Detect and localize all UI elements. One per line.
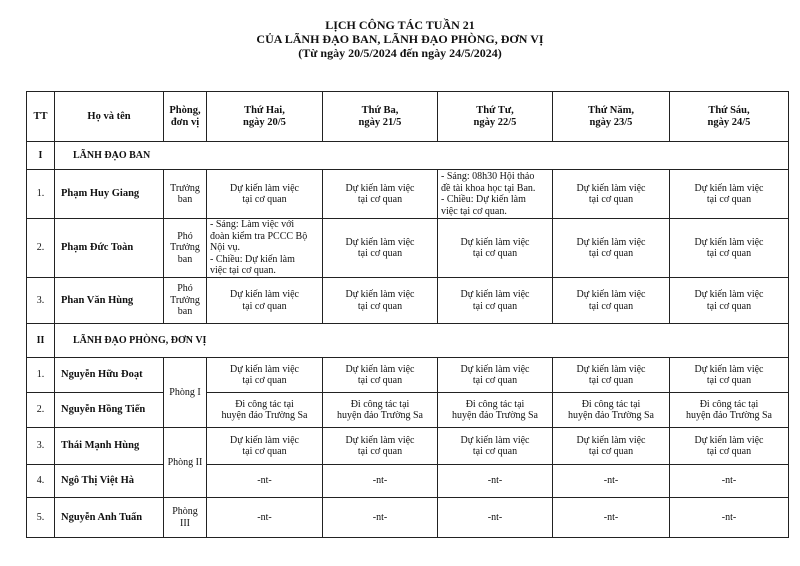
table-row <box>27 428 789 465</box>
schedule-line: -nt- <box>603 511 619 523</box>
header-tt: TT <box>27 92 55 142</box>
person-name: Phạm Huy Giang <box>55 170 164 219</box>
schedule-line: tại cơ quan <box>706 194 752 205</box>
schedule-cell <box>553 278 670 324</box>
schedule-line: tại cơ quan <box>472 248 518 259</box>
header-day-line-2: ngày 24/5 <box>707 116 751 128</box>
person-name: Thái Mạnh Hùng <box>55 428 164 465</box>
schedule-line: - Sáng: Làm việc với <box>210 219 295 231</box>
schedule-line: -nt- <box>721 475 737 487</box>
table-row <box>27 170 789 219</box>
row-number: 4. <box>27 465 55 498</box>
schedule-cell <box>438 428 553 465</box>
header-unit-line-2: đơn vị <box>170 116 200 128</box>
schedule-line: huyện đảo Trường Sa <box>686 410 772 421</box>
schedule-cell <box>553 498 670 538</box>
schedule-cell <box>207 170 323 219</box>
schedule-line: Nội vụ. <box>210 242 240 254</box>
section-row-leadership <box>27 142 789 170</box>
schedule-line: tại cơ quan <box>472 375 518 386</box>
schedule-line: Đi công tác tại <box>350 398 410 410</box>
schedule-line: tại cơ quan <box>706 375 752 386</box>
header-day-line-2: ngày 21/5 <box>358 116 402 128</box>
schedule-line: Dự kiến làm việc <box>576 236 646 248</box>
schedule-line: Dự kiến làm việc <box>345 434 415 446</box>
header-day-line-1: Thứ Hai, <box>244 105 285 116</box>
schedule-cell <box>670 498 789 538</box>
row-number: 1. <box>27 170 55 219</box>
person-name: Phan Văn Hùng <box>55 278 164 324</box>
schedule-line: tại cơ quan <box>242 300 287 312</box>
schedule-cell <box>207 278 323 324</box>
unit-cell <box>164 498 207 538</box>
schedule-line: - Sáng: 08h30 Hội thảo <box>441 171 535 182</box>
row-number: 2. <box>27 393 55 428</box>
schedule-cell <box>323 219 438 278</box>
header-unit-line-1: Phòng, <box>169 105 201 116</box>
header-day-line-2: ngày 22/5 <box>473 116 517 128</box>
unit-cell <box>164 278 207 324</box>
schedule-line: -nt- <box>372 475 388 487</box>
schedule-line: Đi công tác tại <box>235 398 294 410</box>
unit-line: Trưởng <box>170 182 200 194</box>
unit-line: Trưởng <box>170 294 200 306</box>
unit-line: ban <box>177 306 193 318</box>
schedule-line: -nt- <box>487 511 503 523</box>
row-number: 2. <box>27 219 55 278</box>
schedule-line: - Chiều: Dự kiến làm <box>210 253 295 265</box>
schedule-cell <box>438 358 553 393</box>
schedule-line: Dự kiến làm việc <box>460 434 530 446</box>
schedule-line: -nt- <box>487 475 503 487</box>
header-row <box>27 92 789 142</box>
schedule-line: -nt- <box>257 475 272 487</box>
schedule-line: Dự kiến làm việc <box>576 434 646 446</box>
schedule-cell <box>553 393 670 428</box>
schedule-line: tại cơ quan <box>588 300 634 312</box>
schedule-line: huyện đảo Trường Sa <box>568 410 654 421</box>
unit-line: ban <box>177 194 193 205</box>
header-day-line-1: Thứ Tư, <box>476 105 514 116</box>
schedule-line: -nt- <box>372 511 388 523</box>
unit-line: Phó <box>177 230 193 242</box>
table-row <box>27 358 789 393</box>
schedule-cell <box>323 498 438 538</box>
schedule-line: Đi công tác tại <box>581 398 641 410</box>
schedule-cell <box>323 170 438 219</box>
section-number: I <box>27 142 55 170</box>
schedule-cell <box>207 428 323 465</box>
schedule-cell <box>670 465 789 498</box>
header-day-thu <box>553 92 670 142</box>
header-day-fri <box>670 92 789 142</box>
schedule-cell <box>438 170 553 219</box>
schedule-line: Dự kiến làm việc <box>694 289 764 300</box>
schedule-line: tại cơ quan <box>588 375 634 386</box>
schedule-line: -nt- <box>721 511 737 523</box>
unit-cell <box>164 358 207 428</box>
schedule-line: việc tại cơ quan. <box>210 265 276 277</box>
schedule-line: tại cơ quan <box>588 446 634 457</box>
title-line-1: LỊCH CÔNG TÁC TUẦN 21 <box>325 18 475 32</box>
unit-line: Trưởng <box>170 242 200 254</box>
schedule-cell <box>438 393 553 428</box>
schedule-cell <box>670 278 789 324</box>
schedule-cell <box>670 358 789 393</box>
schedule-line: Dự kiến làm việc <box>576 182 646 194</box>
unit-line: Phòng I <box>169 386 201 398</box>
schedule-cell <box>323 278 438 324</box>
schedule-cell <box>207 498 323 538</box>
header-day-line-1: Thứ Ba, <box>361 105 399 116</box>
header-name: Họ và tên <box>55 92 164 142</box>
unit-cell <box>164 428 207 498</box>
schedule-cell <box>553 428 670 465</box>
schedule-line: huyện đảo Trường Sa <box>337 410 423 421</box>
unit-cell <box>164 219 207 278</box>
schedule-cell <box>207 219 323 278</box>
section-label: LÃNH ĐẠO PHÒNG, ĐƠN VỊ <box>55 324 789 358</box>
header-unit <box>164 92 207 142</box>
row-number: 1. <box>27 358 55 393</box>
schedule-line: Dự kiến làm việc <box>576 289 646 300</box>
schedule-line: Dự kiến làm việc <box>460 363 530 375</box>
schedule-cell <box>438 498 553 538</box>
schedule-line: Dự kiến làm việc <box>229 182 299 194</box>
schedule-line: huyện đảo Trường Sa <box>452 410 538 421</box>
schedule-table <box>26 91 789 538</box>
section-row-departments <box>27 324 789 358</box>
header-day-line-2: ngày 23/5 <box>589 116 633 128</box>
schedule-cell <box>670 170 789 219</box>
section-label: LÃNH ĐẠO BAN <box>55 142 789 170</box>
header-day-line-1: Thứ Sáu, <box>708 105 750 116</box>
schedule-line: tại cơ quan <box>706 248 752 259</box>
schedule-cell <box>553 465 670 498</box>
schedule-cell <box>553 219 670 278</box>
schedule-cell <box>438 465 553 498</box>
table-row <box>27 278 789 324</box>
unit-line: III <box>180 517 190 529</box>
schedule-line: tại cơ quan <box>357 248 403 259</box>
row-number: 5. <box>27 498 55 538</box>
schedule-line: Dự kiến làm việc <box>460 236 530 248</box>
schedule-line: việc tại cơ quan. <box>441 205 507 217</box>
schedule-line: tại cơ quan <box>472 446 518 457</box>
schedule-line: Dự kiến làm việc <box>345 236 415 248</box>
schedule-cell <box>207 465 323 498</box>
schedule-line: Dự kiến làm việc <box>460 289 530 300</box>
schedule-cell <box>207 393 323 428</box>
header-day-line-2: ngày 20/5 <box>243 116 286 128</box>
schedule-line: Dự kiến làm việc <box>576 363 646 375</box>
person-name: Nguyễn Hồng Tiến <box>55 393 164 428</box>
schedule-cell <box>670 219 789 278</box>
section-number: II <box>27 324 55 358</box>
schedule-line: Dự kiến làm việc <box>345 182 415 194</box>
table-row <box>27 219 789 278</box>
title-line-2: CỦA LÃNH ĐẠO BAN, LÃNH ĐẠO PHÒNG, ĐƠN VỊ <box>256 32 544 46</box>
schedule-line: tại cơ quan <box>706 446 752 457</box>
schedule-line: -nt- <box>257 511 272 523</box>
schedule-cell <box>323 428 438 465</box>
row-number: 3. <box>27 278 55 324</box>
row-number: 3. <box>27 428 55 465</box>
schedule-line: tại cơ quan <box>588 194 634 205</box>
schedule-line: -nt- <box>603 475 619 487</box>
schedule-line: tại cơ quan <box>357 300 403 312</box>
unit-cell <box>164 170 207 219</box>
schedule-line: tại cơ quan <box>242 375 287 386</box>
unit-line: Phó <box>177 283 193 295</box>
schedule-line: Dự kiến làm việc <box>694 236 764 248</box>
schedule-line: Dự kiến làm việc <box>694 363 764 375</box>
person-name: Ngô Thị Việt Hà <box>55 465 164 498</box>
person-name: Nguyễn Hữu Đoạt <box>55 358 164 393</box>
header-day-wed <box>438 92 553 142</box>
schedule-line: đoàn kiểm tra PCCC Bộ <box>210 230 308 242</box>
person-name: Phạm Đức Toàn <box>55 219 164 278</box>
schedule-cell <box>670 428 789 465</box>
schedule-line: - Chiều: Dự kiến làm <box>441 194 526 205</box>
schedule-line: Dự kiến làm việc <box>345 289 415 300</box>
unit-line: ban <box>177 253 193 265</box>
schedule-line: Đi công tác tại <box>465 398 525 410</box>
schedule-line: tại cơ quan <box>242 194 287 205</box>
schedule-line: Dự kiến làm việc <box>694 434 764 446</box>
schedule-line: tại cơ quan <box>357 446 403 457</box>
schedule-cell <box>323 393 438 428</box>
schedule-line: tại cơ quan <box>472 300 518 312</box>
unit-line: Phòng <box>172 506 198 517</box>
schedule-line: tại cơ quan <box>357 194 403 205</box>
schedule-line: tại cơ quan <box>588 248 634 259</box>
schedule-line: tại cơ quan <box>357 375 403 386</box>
document-title <box>0 18 800 60</box>
schedule-cell <box>553 170 670 219</box>
schedule-cell <box>553 358 670 393</box>
schedule-line: Dự kiến làm việc <box>229 289 299 300</box>
header-day-line-1: Thứ Năm, <box>588 105 634 116</box>
header-day-tue <box>323 92 438 142</box>
schedule-line: Dự kiến làm việc <box>229 434 299 446</box>
schedule-cell <box>670 393 789 428</box>
schedule-line: Dự kiến làm việc <box>229 363 299 375</box>
schedule-cell <box>323 358 438 393</box>
schedule-line: huyện đảo Trường Sa <box>221 410 308 421</box>
table-row <box>27 465 789 498</box>
schedule-cell <box>438 278 553 324</box>
schedule-cell <box>207 358 323 393</box>
table-row <box>27 393 789 428</box>
schedule-line: Đi công tác tại <box>699 398 759 410</box>
title-line-3: (Từ ngày 20/5/2024 đến ngày 24/5/2024) <box>298 46 502 60</box>
unit-line: Phòng II <box>167 456 203 468</box>
schedule-cell <box>438 219 553 278</box>
person-name: Nguyễn Anh Tuấn <box>55 498 164 538</box>
table-row <box>27 498 789 538</box>
schedule-cell <box>323 465 438 498</box>
schedule-line: tại cơ quan <box>706 300 752 312</box>
schedule-line: Dự kiến làm việc <box>345 363 415 375</box>
header-day-mon <box>207 92 323 142</box>
schedule-line: tại cơ quan <box>242 446 287 457</box>
schedule-line: Dự kiến làm việc <box>694 182 764 194</box>
schedule-line: đề tài khoa học tại Ban. <box>441 182 536 194</box>
